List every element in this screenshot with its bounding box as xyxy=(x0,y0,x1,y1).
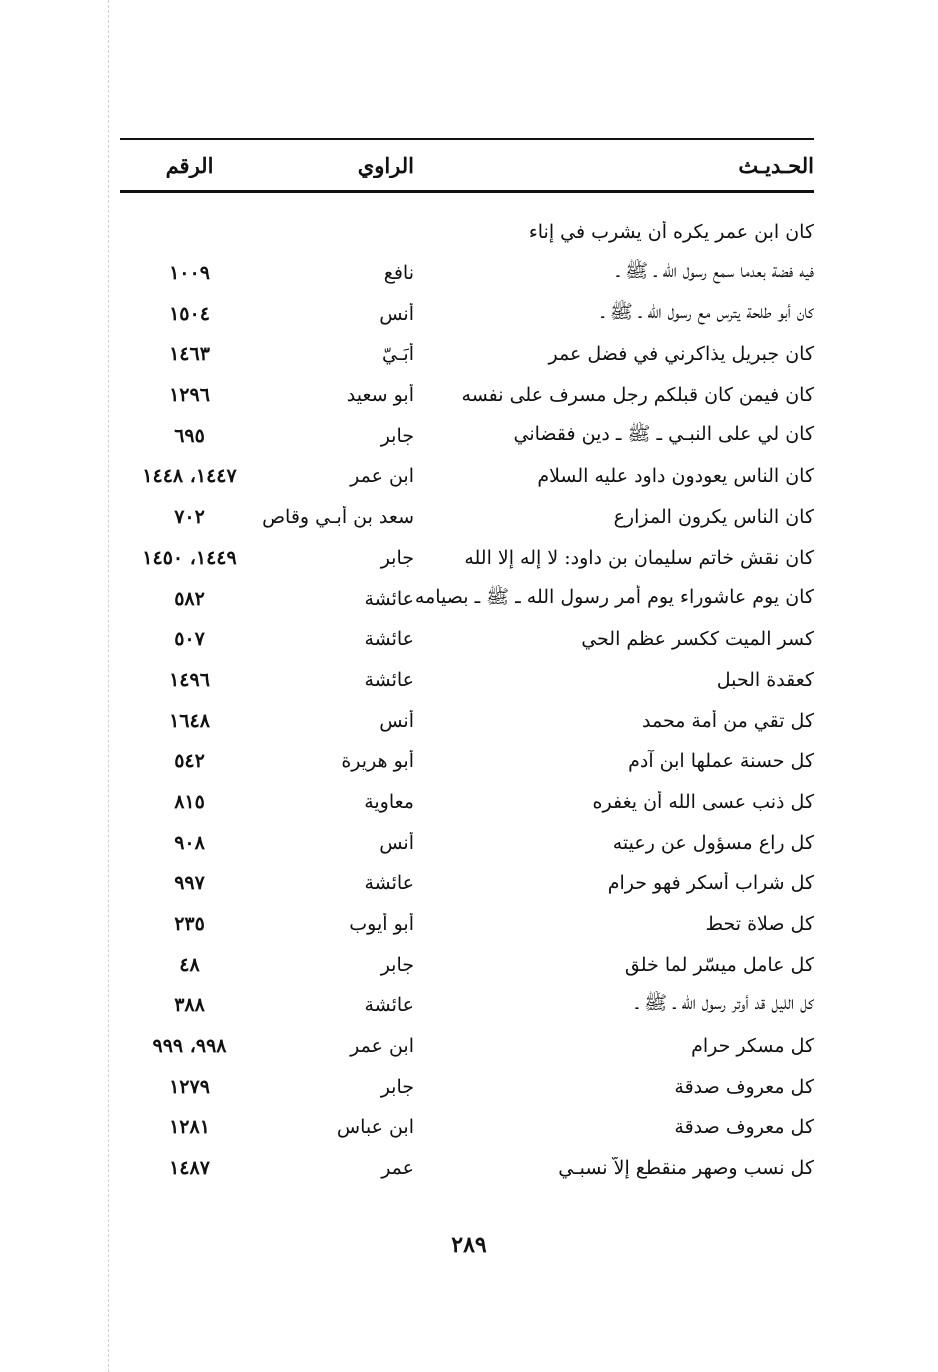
hadith-number: ٥٨٢ xyxy=(174,587,205,610)
hadith-text: كسر الميت ككسر عظم الحي xyxy=(581,628,814,651)
table-row xyxy=(120,904,814,945)
hadith-number: ٤٨ xyxy=(179,953,200,976)
rawi-name: عمر xyxy=(381,1157,414,1180)
table-row xyxy=(120,415,814,456)
header-hadith: الحـديـث xyxy=(738,152,814,178)
table-row xyxy=(120,619,814,660)
hadith-number: ٩٠٨ xyxy=(174,831,205,854)
rawi-name: جابر xyxy=(380,424,414,447)
rawi-name: جابر xyxy=(380,953,414,976)
hadith-number: ٣٨٨ xyxy=(174,994,205,1017)
rawi-name: أنس xyxy=(379,709,414,732)
hadith-number: ١٤٤٧، ١٤٤٨ xyxy=(142,465,237,488)
rawi-name: جابر xyxy=(380,546,414,569)
hadith-number: ٥٠٧ xyxy=(174,628,205,651)
hadith-number: ٢٣٥ xyxy=(174,913,205,936)
hadith-number: ١٤٩٦ xyxy=(169,668,210,691)
rawi-name: أنس xyxy=(379,831,414,854)
hadith-text: كان الناس يكرون المزارع xyxy=(613,506,814,529)
rawi-name: أنس xyxy=(379,302,414,325)
table-header xyxy=(120,140,814,190)
hadith-number: ٨١٥ xyxy=(174,790,205,813)
table-row xyxy=(120,700,814,741)
hadith-number: ٦٩٥ xyxy=(174,424,205,447)
page-edge-guide xyxy=(108,0,109,1372)
table-row xyxy=(120,538,814,579)
table-row xyxy=(120,456,814,497)
hadith-text: كان جبريل يذاكرني في فضل عمر xyxy=(548,343,814,366)
table-row xyxy=(120,497,814,538)
hadith-number: ٥٤٢ xyxy=(174,750,205,773)
hadith-number: ١٢٧٩ xyxy=(169,1075,210,1098)
hadith-text: فيه فضة بعدما سمع رسول الله ـ ﷺ ـ xyxy=(616,260,814,283)
hadith-text: كل تقي من أمة محمد xyxy=(641,709,814,732)
table-row xyxy=(120,334,814,375)
rawi-name: سعد بن أبـي وقاص xyxy=(262,506,414,529)
table-row xyxy=(120,253,814,294)
hadith-text: كان أبو طلحة يترس مع رسول الله ـ ﷺ ـ xyxy=(601,300,814,323)
hadith-text: كل نسب وصهر منقطع إلاَّ نسبـي xyxy=(558,1157,814,1180)
hadith-number: ١٢٨١ xyxy=(169,1116,210,1139)
table-row xyxy=(120,782,814,823)
rawi-name: معاوية xyxy=(364,790,414,813)
rawi-name: ابن عمر xyxy=(350,465,414,488)
hadith-text: كان لي على النبـي ـ ﷺ ـ دين فقضاني xyxy=(513,422,814,445)
rawi-name: عائشة xyxy=(364,872,414,895)
hadith-text: كل راع مسؤول عن رعيته xyxy=(612,831,814,854)
hadith-text: كان يوم عاشوراء يوم أمر رسول الله ـ ﷺ ـ بصيامه xyxy=(414,585,814,608)
table-row xyxy=(120,1066,814,1107)
rawi-name: أبو سعيد xyxy=(346,384,414,407)
header-rawi: الراوي xyxy=(357,152,414,178)
rawi-name: أبو أيوب xyxy=(349,913,414,936)
hadith-number: ٧٠٢ xyxy=(174,506,205,529)
table-row xyxy=(120,212,814,253)
hadith-text: كل معروف صدقة xyxy=(674,1075,814,1098)
hadith-number: ٩٩٧ xyxy=(174,872,205,895)
hadith-text: كل الليل قد أوتر رسول الله ـ ﷺ ـ xyxy=(635,992,814,1015)
rawi-name: عائشة xyxy=(364,587,414,610)
rawi-name: نافع xyxy=(383,262,414,285)
hadith-text: كل صلاة تحط xyxy=(705,913,814,936)
hadith-text: كان نقش خاتم سليمان بن داود: لا إله إلا الله xyxy=(464,546,814,569)
table-row xyxy=(120,1107,814,1148)
hadith-text: كل شراب أسكر فهو حرام xyxy=(607,872,814,895)
table-row xyxy=(120,660,814,701)
hadith-number: ٩٩٨، ٩٩٩ xyxy=(152,1035,227,1058)
rawi-name: ابن عباس xyxy=(336,1116,414,1139)
rawi-name: أبو هريرة xyxy=(341,750,414,773)
hadith-text: كان ابن عمر يكره أن يشرب في إناء xyxy=(528,221,814,244)
table-row xyxy=(120,822,814,863)
table-row xyxy=(120,985,814,1026)
hadith-text: كل مسكر حرام xyxy=(691,1035,814,1058)
table-row xyxy=(120,944,814,985)
hadith-number: ١٢٩٦ xyxy=(169,384,210,407)
header-number: الرقم xyxy=(165,152,214,178)
hadith-index-table xyxy=(120,138,814,1189)
hadith-text: كعقدة الحبل xyxy=(716,668,814,691)
hadith-number: ١٥٠٤ xyxy=(169,302,210,325)
rawi-name: أُبَـيّ xyxy=(382,343,414,366)
rawi-name: عائشة xyxy=(364,994,414,1017)
rawi-name: عائشة xyxy=(364,668,414,691)
hadith-text: كان فيمن كان قبلكم رجل مسرف على نفسه xyxy=(461,384,814,407)
rawi-name: ابن عمر xyxy=(350,1035,414,1058)
hadith-text: كل حسنة عملها ابن آدم xyxy=(628,750,814,773)
hadith-number: ١٤٨٧ xyxy=(169,1157,210,1180)
hadith-number: ١٤٦٣ xyxy=(169,343,210,366)
table-row xyxy=(120,741,814,782)
table-row xyxy=(120,375,814,416)
table-body xyxy=(120,193,814,1189)
hadith-text: كل عامل ميسّر لما خلق xyxy=(624,953,814,976)
table-row xyxy=(120,578,814,619)
hadith-number: ١٤٤٩، ١٤٥٠ xyxy=(142,546,237,569)
hadith-text: كل معروف صدقة xyxy=(674,1116,814,1139)
table-row xyxy=(120,1148,814,1189)
table-row xyxy=(120,863,814,904)
hadith-number: ١٠٠٩ xyxy=(169,262,210,285)
hadith-text: كل ذنب عسى الله أن يغفره xyxy=(592,790,814,813)
table-row xyxy=(120,1026,814,1067)
rawi-name: عائشة xyxy=(364,628,414,651)
page-number: ٢٨٩ xyxy=(451,1232,487,1258)
hadith-text: كان الناس يعودون داود عليه السلام xyxy=(537,465,814,488)
hadith-number: ١٦٤٨ xyxy=(169,709,210,732)
table-row xyxy=(120,293,814,334)
rawi-name: جابر xyxy=(380,1075,414,1098)
